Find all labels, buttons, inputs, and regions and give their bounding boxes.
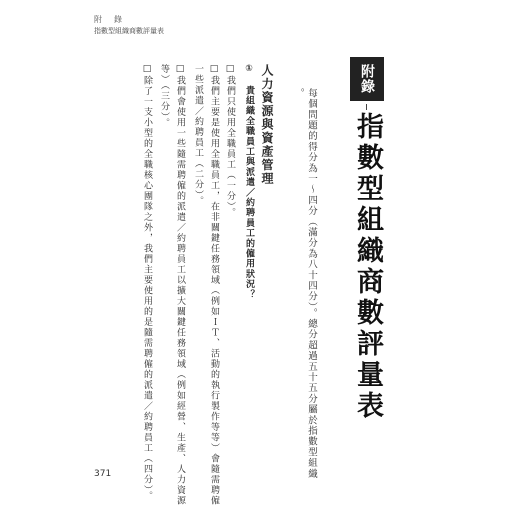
option-2: □我們主要是使用全職員工，在非關鍵任務領域（例如ＩＴ、活動的執行製作等等）會隨需聘僱 — [209, 64, 219, 506]
page-number: 371 — [94, 469, 112, 479]
page-title: 指數型組織商數評量表 — [352, 112, 383, 422]
appendix-badge — [350, 57, 384, 101]
option-3-continued: 等）（三分）。 — [159, 64, 169, 129]
running-header-section: 附 錄 — [94, 15, 124, 24]
intro-line-1: 每個問題的得分為一～四分（滿分為八十四分）。總分超過五十五分屬於指數型組織 — [306, 88, 317, 480]
option-4: □除了一支小型的全職核心團隊之外，我們主要使用的是隨需聘僱的派遣／約聘員工（四分）。 — [142, 64, 152, 502]
option-1: □我們只使用全職員工（一分）。 — [225, 64, 235, 218]
running-header-title: 指數型組織商數評量表 — [94, 27, 164, 35]
intro-line-2: 。 — [293, 88, 304, 99]
option-2-continued: 一些派遣／約聘員工（二分）。 — [193, 64, 203, 207]
option-3: □我們會使用一些隨需聘僱的派遣／約聘員工以擴大關鍵任務領域（例如經營、生產、人力資源 — [175, 64, 185, 506]
appendix-label: 附錄 — [359, 64, 375, 94]
section-heading: 人力資源與資產管理 — [260, 64, 274, 186]
appendix-divider — [366, 104, 367, 110]
question-1: ① 貴組織全職員工與派遣／約聘員工的僱用狀況？ — [244, 64, 254, 300]
